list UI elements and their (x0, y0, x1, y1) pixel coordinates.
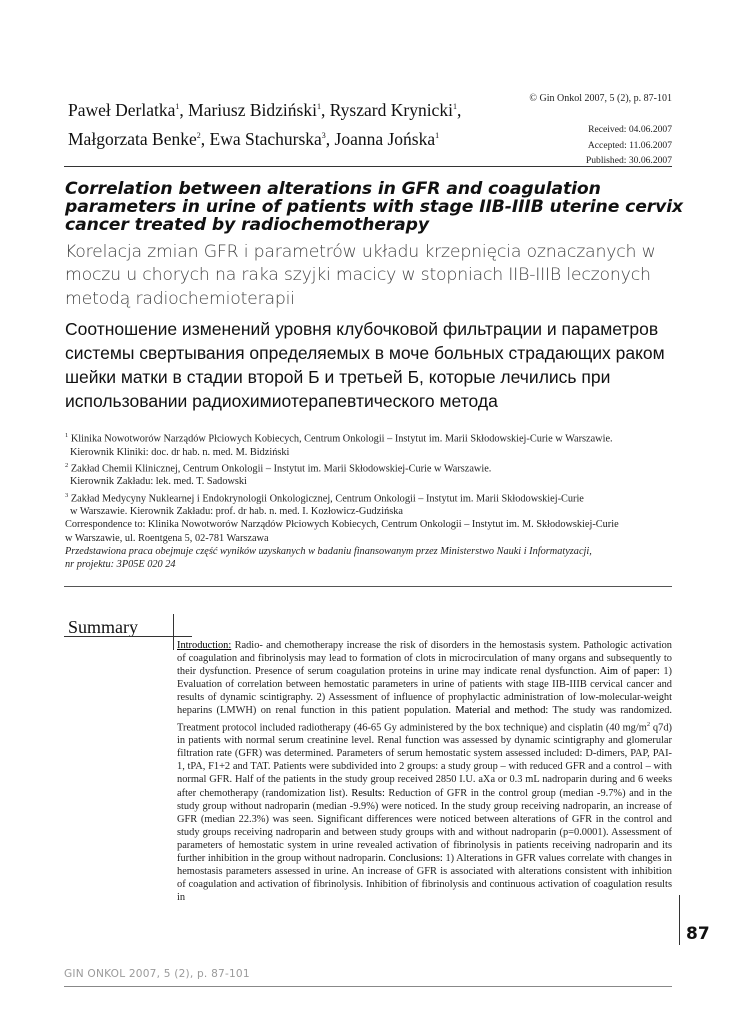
conclusions-label: Conclusions: (388, 852, 443, 864)
author-affiliation-mark: 2 (196, 130, 201, 140)
author-affiliation-mark: 1 (175, 102, 180, 111)
results-text: Reduction of GFR in the control group (median -9.7%) and in the study group without nadroparin (median -9.9%) were noticed. In the study group receiving nadroparin, an increase of GFR (median 22.3%) was seen. Significant differences were noticed between alterations of GFR in the control and study groups receiving nadroparin and between study groups with and without nadroparin (p=0.0001). Assessment of parameters of hemostatic system in urine revealed activation of fibrinolysis in patients receiving nadroparin and its further inhibition in the group without nadroparin. (177, 787, 673, 864)
footer-divider (64, 986, 672, 987)
author-name: Joanna Jońska (334, 128, 436, 149)
title-english: Correlation between alterations in GFR and coagulation parameters in urine of patients with stage IIB-IIIB uterine cervix cancer treated by radiochemotherapy (65, 179, 684, 236)
received-label: Received: (588, 124, 627, 135)
affiliation-3 (65, 489, 685, 506)
affiliation-text: Zakład Chemii Klinicznej, Centrum Onkologii – Instytut im. Marii Skłodowskiej-Curie w Warszawie. (70, 463, 492, 475)
conclusions-text: 1) Alterations in GFR values correlate with changes in hemostasis parameters assessed in urine. An increase of GFR is associated with alterations consistent with inhibition of coagulation and activation of fibrinolysis. Inhibition of fibrinolysis and continuous activation of coagulation results in (177, 852, 672, 904)
affiliation-2-head: Kierownik Zakładu: lek. med. T. Sadowski (70, 476, 247, 488)
material-method-text: The study was randomized. Treatment protocol included radiotherapy (46-65 Gy administered by the box technique) and cisplatin (40 mg/m (177, 705, 672, 734)
page-number-rule (679, 895, 680, 945)
author-affiliation-mark: 3 (321, 130, 326, 140)
title-polish: Korelacja zmian GFR i parametrów układu krzepnięcia oznaczanych w moczu u chorych na raka szyjki macicy w stopniach IIB-IIIB leczonych metodą radiochemioterapii (65, 242, 656, 309)
introduction-text: Radio- and chemotherapy increase the risk of disorders in the hemostasis system. Pathologic activation of coagulation and fibrinolysis may lead to formation of clots in microcirculation of many organs and subsequently to their dysfunction. Presence of serum coagulation proteins in urine may indicate renal dysfunction. (177, 640, 672, 678)
author-affiliation-mark: 1 (452, 102, 457, 111)
title-russian: Соотношение изменений уровня клубочковой фильтрации и параметров системы свертывания определяемых в моче больных страдающих раком шейки матки в стадии второй Б и третьей Б, которые лечились при использовании радиохимиотерапевтического метода (65, 319, 665, 411)
introduction-label: Introduction: (177, 640, 232, 651)
author-line-1 (68, 94, 498, 123)
author-separator: , (325, 128, 335, 149)
funding-note-line-2: nr projektu: 3P05E 020 24 (65, 559, 176, 571)
author-separator: , (200, 128, 210, 149)
author-affiliation-mark: 1 (435, 130, 440, 140)
affiliations-block (65, 429, 685, 571)
author-name: Ryszard Krynicki (329, 99, 453, 120)
affiliation-1-head: Kierownik Kliniki: doc. dr hab. n. med. M. Bidziński (70, 446, 290, 458)
author-list (68, 94, 498, 152)
material-method-text-cont: q7d) in patients with normal serum creatinine level. Renal function was assessed by dynamic scintigraphy and glomerular filtration rate (GFR) was determined. Parameters of serum hemostatic system assessed included: D-dimers, PAP, PAI-1, tPA, F1+2 and TAT. Patients were subdivided into 2 groups: a study group – with reduced GFR and a control – with normal GFR. Half of the patients in the study group received 2850 I.U. aXa or 0.3 mL nadroparin during and 6 weeks after chemotherapy (randomization list). (177, 722, 672, 799)
author-name: Mariusz Bidziński (188, 99, 317, 120)
author-separator: , (179, 99, 189, 120)
material-method-label: Material and method: (455, 705, 549, 717)
published-label: Published: (585, 155, 627, 166)
author-name: Paweł Derlatka (68, 99, 176, 120)
received-date: 04.06.2007 (628, 124, 672, 135)
published-date: 30.06.2007 (628, 155, 672, 166)
summary-vertical-rule (173, 614, 174, 650)
affiliation-text: Klinika Nowotworów Narządów Płciowych Kobiecych, Centrum Onkologii – Instytut im. Marii Skłodowskiej-Curie w Warszawie. (70, 433, 613, 445)
accepted-date-row (586, 138, 672, 154)
author-separator: , (320, 99, 330, 120)
affiliation-2 (65, 459, 685, 476)
summary-body (177, 639, 672, 904)
accepted-label: Accepted: (587, 139, 627, 151)
section-divider (64, 586, 672, 587)
author-line-2 (68, 123, 498, 152)
author-affiliation-mark: 1 (316, 102, 321, 111)
affiliation-text: Zakład Medycyny Nuklearnej i Endokrynologii Onkologicznej, Centrum Onkologii – Instytut im. Marii Skłodowskiej-Curie (70, 493, 584, 505)
affiliation-1 (65, 429, 685, 446)
accepted-date: 11.06.2007 (629, 139, 672, 151)
copyright-notice: © Gin Onkol 2007, 5 (2), p. 87-101 (529, 93, 672, 104)
author-name: Ewa Stachurska (209, 128, 322, 149)
received-date-row (586, 122, 672, 138)
aim-text: 1) Evaluation of correlation between hemostatic parameters in urine of patients with stage IIB-IIIB cervical cancer and results of dynamic scintigraphy. 2) Assessment of influence of prophylactic administration of low-molecular-weight heparins (LMWH) on renal function in this patient population. (177, 666, 673, 717)
results-label: Results: (351, 787, 385, 799)
unit-superscript: 2 (646, 720, 651, 728)
correspondence-line-1: Correspondence to: Klinika Nowotworów Narządów Płciowych Kobiecych, Centrum Onkologii – Instytut im. M. Skłodowskiej-Curie (65, 519, 619, 531)
correspondence-line-2: w Warszawie, ul. Roentgena 5, 02-781 Warszawa (65, 532, 269, 544)
affiliation-mark: 3 (65, 491, 69, 499)
page-number: 87 (686, 924, 710, 944)
publication-dates (586, 122, 672, 169)
header-divider (64, 166, 672, 167)
summary-heading: Summary (68, 617, 138, 637)
author-name: Małgorzata Benke (68, 128, 197, 149)
affiliation-mark: 1 (65, 432, 69, 439)
funding-note-line-1: Przedstawiona praca obejmuje część wyników uzyskanych w badaniu finansowanym przez Ministerstwo Nauki i Informatyzacji, (65, 545, 592, 557)
affiliation-3-head: w Warszawie. Kierownik Zakładu: prof. dr hab. n. med. I. Kozłowicz-Gudzińska (70, 506, 403, 518)
author-separator: , (456, 99, 462, 120)
running-footer: GIN ONKOL 2007, 5 (2), p. 87-101 (64, 968, 250, 980)
affiliation-mark: 2 (65, 461, 69, 469)
aim-label: Aim of paper: (599, 666, 660, 678)
